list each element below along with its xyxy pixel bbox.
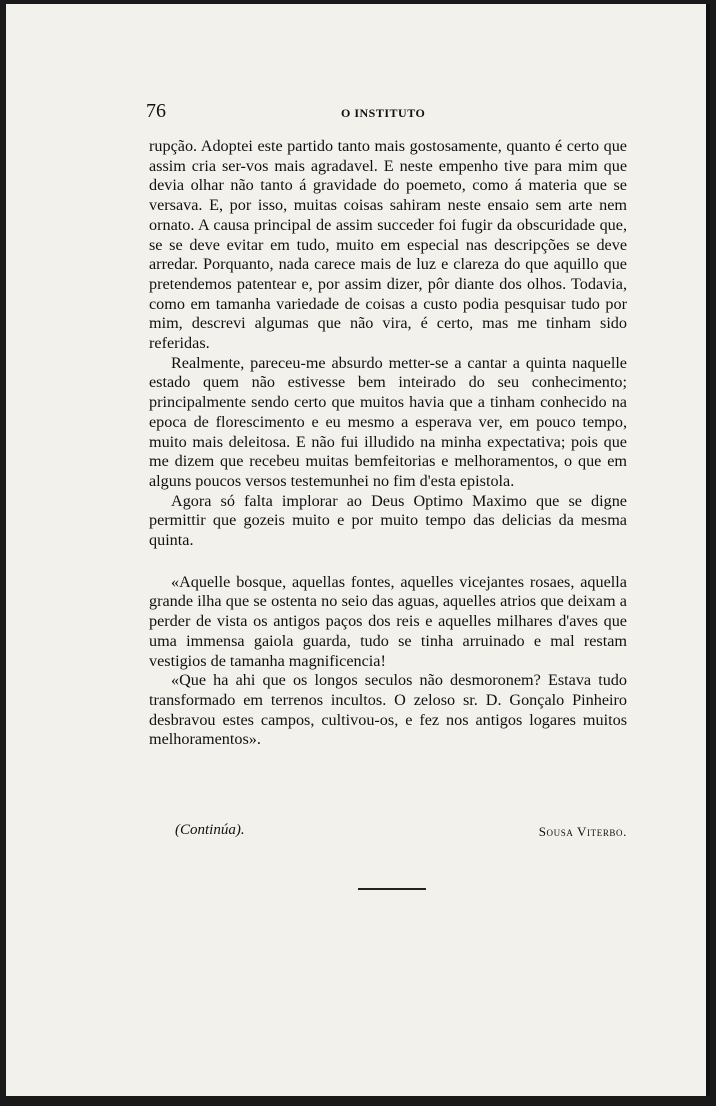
document-page [6,4,710,1096]
page-number: 76 [146,100,166,122]
body-text [149,137,627,750]
article-footer [149,822,627,844]
paragraph-5: «Que ha ahi que os longos seculos não desmoronem? Estava tudo transformado em terrenos incultos. O zeloso sr. D. Gonçalo Pinheiro desbravou estes campos, cultivou-os, e fez nos antigos logares muitos melhoramentos». [149,671,627,749]
running-title: O INSTITUTO [341,106,426,120]
paragraph-4: «Aquelle bosque, aquellas fontes, aquelles vicejantes rosaes, aquella grande ilha que se ostenta no seio das aguas, aquelles atrios que deixam a perder de vista os antigos paços dos reis e aquelles milhares d'aves que uma immensa gaiola guarda, tudo se tinha arruinado e mal restam vestigios de tamanha magnificencia! [149,572,627,670]
page-edge [706,4,710,1096]
continua-note: (Continúa). [175,822,245,838]
author-signature: Sousa Viterbo. [538,824,627,839]
page-header [146,100,626,124]
section-rule [358,888,426,890]
paragraph-2: Realmente, pareceu-me absurdo metter-se a cantar a quinta naquelle estado quem não estivesse bem inteirado do seu conhecimento; principalmente sendo certo que muitos havia que a tinham conhecido na epoca de florescimento e eu mesmo a esperava ver, em pouco tempo, muito mais deleitosa. E não fui illudido na minha expectativa; pois que me dizem que recebeu muitas bemfeitorias e melhoramentos, o que em alguns poucos versos testemunhei no fim d'esta epistola. [149,353,627,490]
paragraph-1: rupção. Adoptei este partido tanto mais gostosamente, quanto é certo que assim cria ser-vos mais agradavel. E neste empenho tive para mim que devia olhar não tanto á gravidade do poemeto, como á materia que se versava. E, por isso, muitas coisas sahiram neste ensaio sem arte nem ornato. A causa principal de assim succeder foi fugir da obscuridade que, se se deve evitar em tudo, muito em especial nas descripções se deve arredar. Porquanto, nada carece mais de luz e clareza do que aquillo que pretendemos patentear e, por assim dizer, pôr diante dos olhos. Todavia, como em tamanha variedade de coisas a custo podia pesquisar tudo por mim, descrevi algumas que não vira, é certo, mas me tinham sido referidas. [149,137,627,353]
paragraph-3: Agora só falta implorar ao Deus Optimo Maximo que se digne permittir que gozeis muito e por muito tempo das delicias da mesma quinta. [149,491,627,550]
